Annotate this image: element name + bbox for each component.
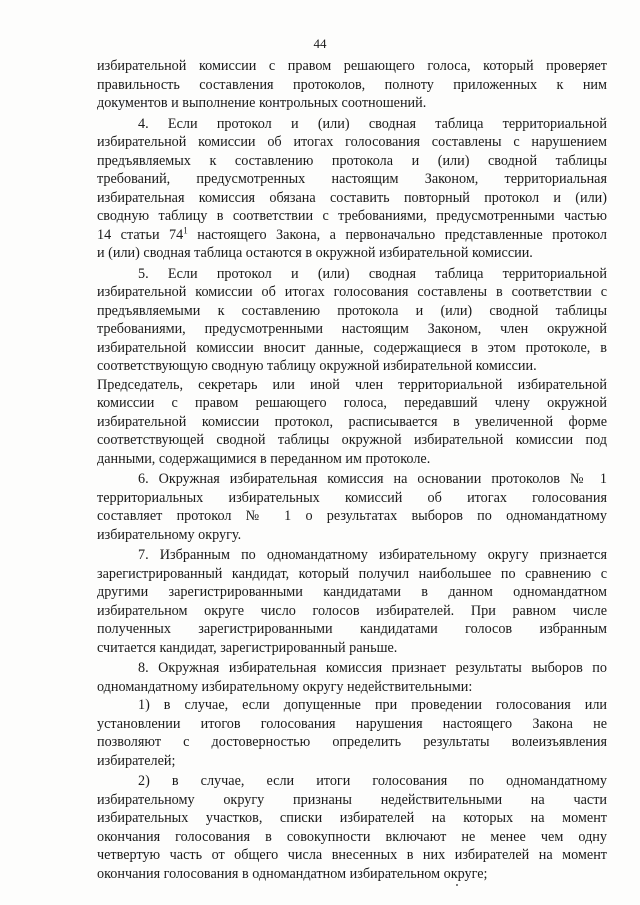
text-line: комиссии с правом решающего голоса, передавший члену окружной: [97, 395, 607, 411]
text-line: избирательной комиссии об итогах голосования составлены в соответствии с: [97, 284, 607, 300]
text-line: 14 статьи $74^1$ настоящего Закона, а первоначально представленные протокол: [97, 225, 607, 243]
text-line: территориальных избирательных комиссий об итогах голосования: [97, 489, 607, 506]
text-line: одномандатному избирательному округу недействительными:: [97, 678, 473, 695]
text-line: составляет протокол № 1 о результатах выборов по одномандатному: [97, 508, 607, 524]
text-line: другими зарегистрированными кандидатами в данном одномандатном: [97, 584, 607, 600]
text-line: предъявляемыми к составлению протокола и (или) сводной таблицы: [97, 302, 607, 319]
text-line: 2) в случае, если итоги голосования по одномандатному: [138, 773, 607, 789]
text-line: четвертую часть от общего числа внесенных в них избирателей на момент: [97, 847, 607, 863]
text-line: 8. Окружная избирательная комиссия признает результаты выборов по: [138, 660, 607, 676]
text-line: 5. Если протокол и (или) сводная таблица территориальной: [138, 265, 607, 282]
text-line: избирательной комиссии с правом решающего голоса, который проверяет: [97, 58, 607, 74]
text-line: правильность составления протоколов, полноту приложенных к ним: [97, 76, 607, 93]
text-line: избирательных участков, списки избирателей на которых на момент: [97, 810, 607, 826]
text-line: зарегистрированный кандидат, который получил наибольшее по сравнению с: [97, 565, 607, 582]
text-line: 6. Окружная избирательная комиссия на основании протоколов № 1: [138, 471, 607, 487]
text-line: считается кандидат, зарегистрированный раньше.: [97, 639, 398, 656]
text-line: позволяют с достоверностью определить результаты волеизъявления: [97, 734, 607, 750]
text-line: избирательной комиссии протокол, расписывается в увеличенной форме: [97, 413, 607, 430]
text-line: и (или) сводная таблица остаются в окружной избирательной комиссии.: [97, 245, 533, 261]
superscript: 1: [183, 225, 188, 235]
text-line: установлении итогов голосования нарушения настоящего Закона не: [97, 715, 607, 732]
page-number: 44: [313, 36, 327, 51]
text-line: избирателей;: [97, 752, 176, 769]
text-line: 7. Избранным по одномандатному избирательному округу признается: [138, 547, 607, 563]
text-line: избирательной комиссии вносит данные, содержащиеся в этом протоколе, в: [97, 339, 607, 356]
text-line: окончания голосования в одномандатном избирательном округе;: [97, 865, 488, 882]
text-line: 4. Если протокол и (или) сводная таблица территориальной: [138, 115, 607, 132]
text-line: документов и выполнение контрольных соотношений.: [97, 95, 427, 111]
text-line: требований, предусмотренных настоящим Законом, территориальная: [97, 171, 607, 187]
text-line: избирательном округе число голосов избирателей. При равном числе: [97, 602, 607, 619]
text-line: соответствующей сводной таблицы окружной избирательной комиссии под: [97, 432, 607, 448]
text-line: сводную таблицу в соответствии с требованиями, предусмотренными частью: [97, 208, 607, 224]
text-line: окончания голосования в совокупности включают не менее чем одну: [97, 828, 607, 845]
text-line: 1) в случае, если допущенные при проведении голосования или: [138, 697, 607, 713]
text-line: Председатель, секретарь или иной член территориальной избирательной: [97, 376, 607, 393]
text-line: избирательному округу.: [97, 526, 242, 543]
text-line: требованиями, предусмотренными настоящим Законом, член окружной: [97, 321, 607, 337]
text-line: полученных зарегистрированными кандидатами голосов избранным: [97, 621, 607, 637]
text-line: избирательная комиссия обязана составить повторный протокол и (или): [97, 189, 607, 206]
text-line: соответствующую сводную таблицу окружной избирательной комиссии.: [97, 358, 537, 374]
text-line: избирательному округу признаны недействительными на части: [97, 791, 607, 808]
text-line: избирательной комиссии об итогах голосования составлены с нарушением: [97, 134, 607, 150]
text-line: предъявляемых к составлению протокола и (или) сводной таблицы: [97, 152, 607, 169]
scan-speck: [456, 884, 458, 886]
document-body: [97, 57, 607, 883]
text-line: данными, содержащимися в переданном им протоколе.: [97, 450, 431, 467]
